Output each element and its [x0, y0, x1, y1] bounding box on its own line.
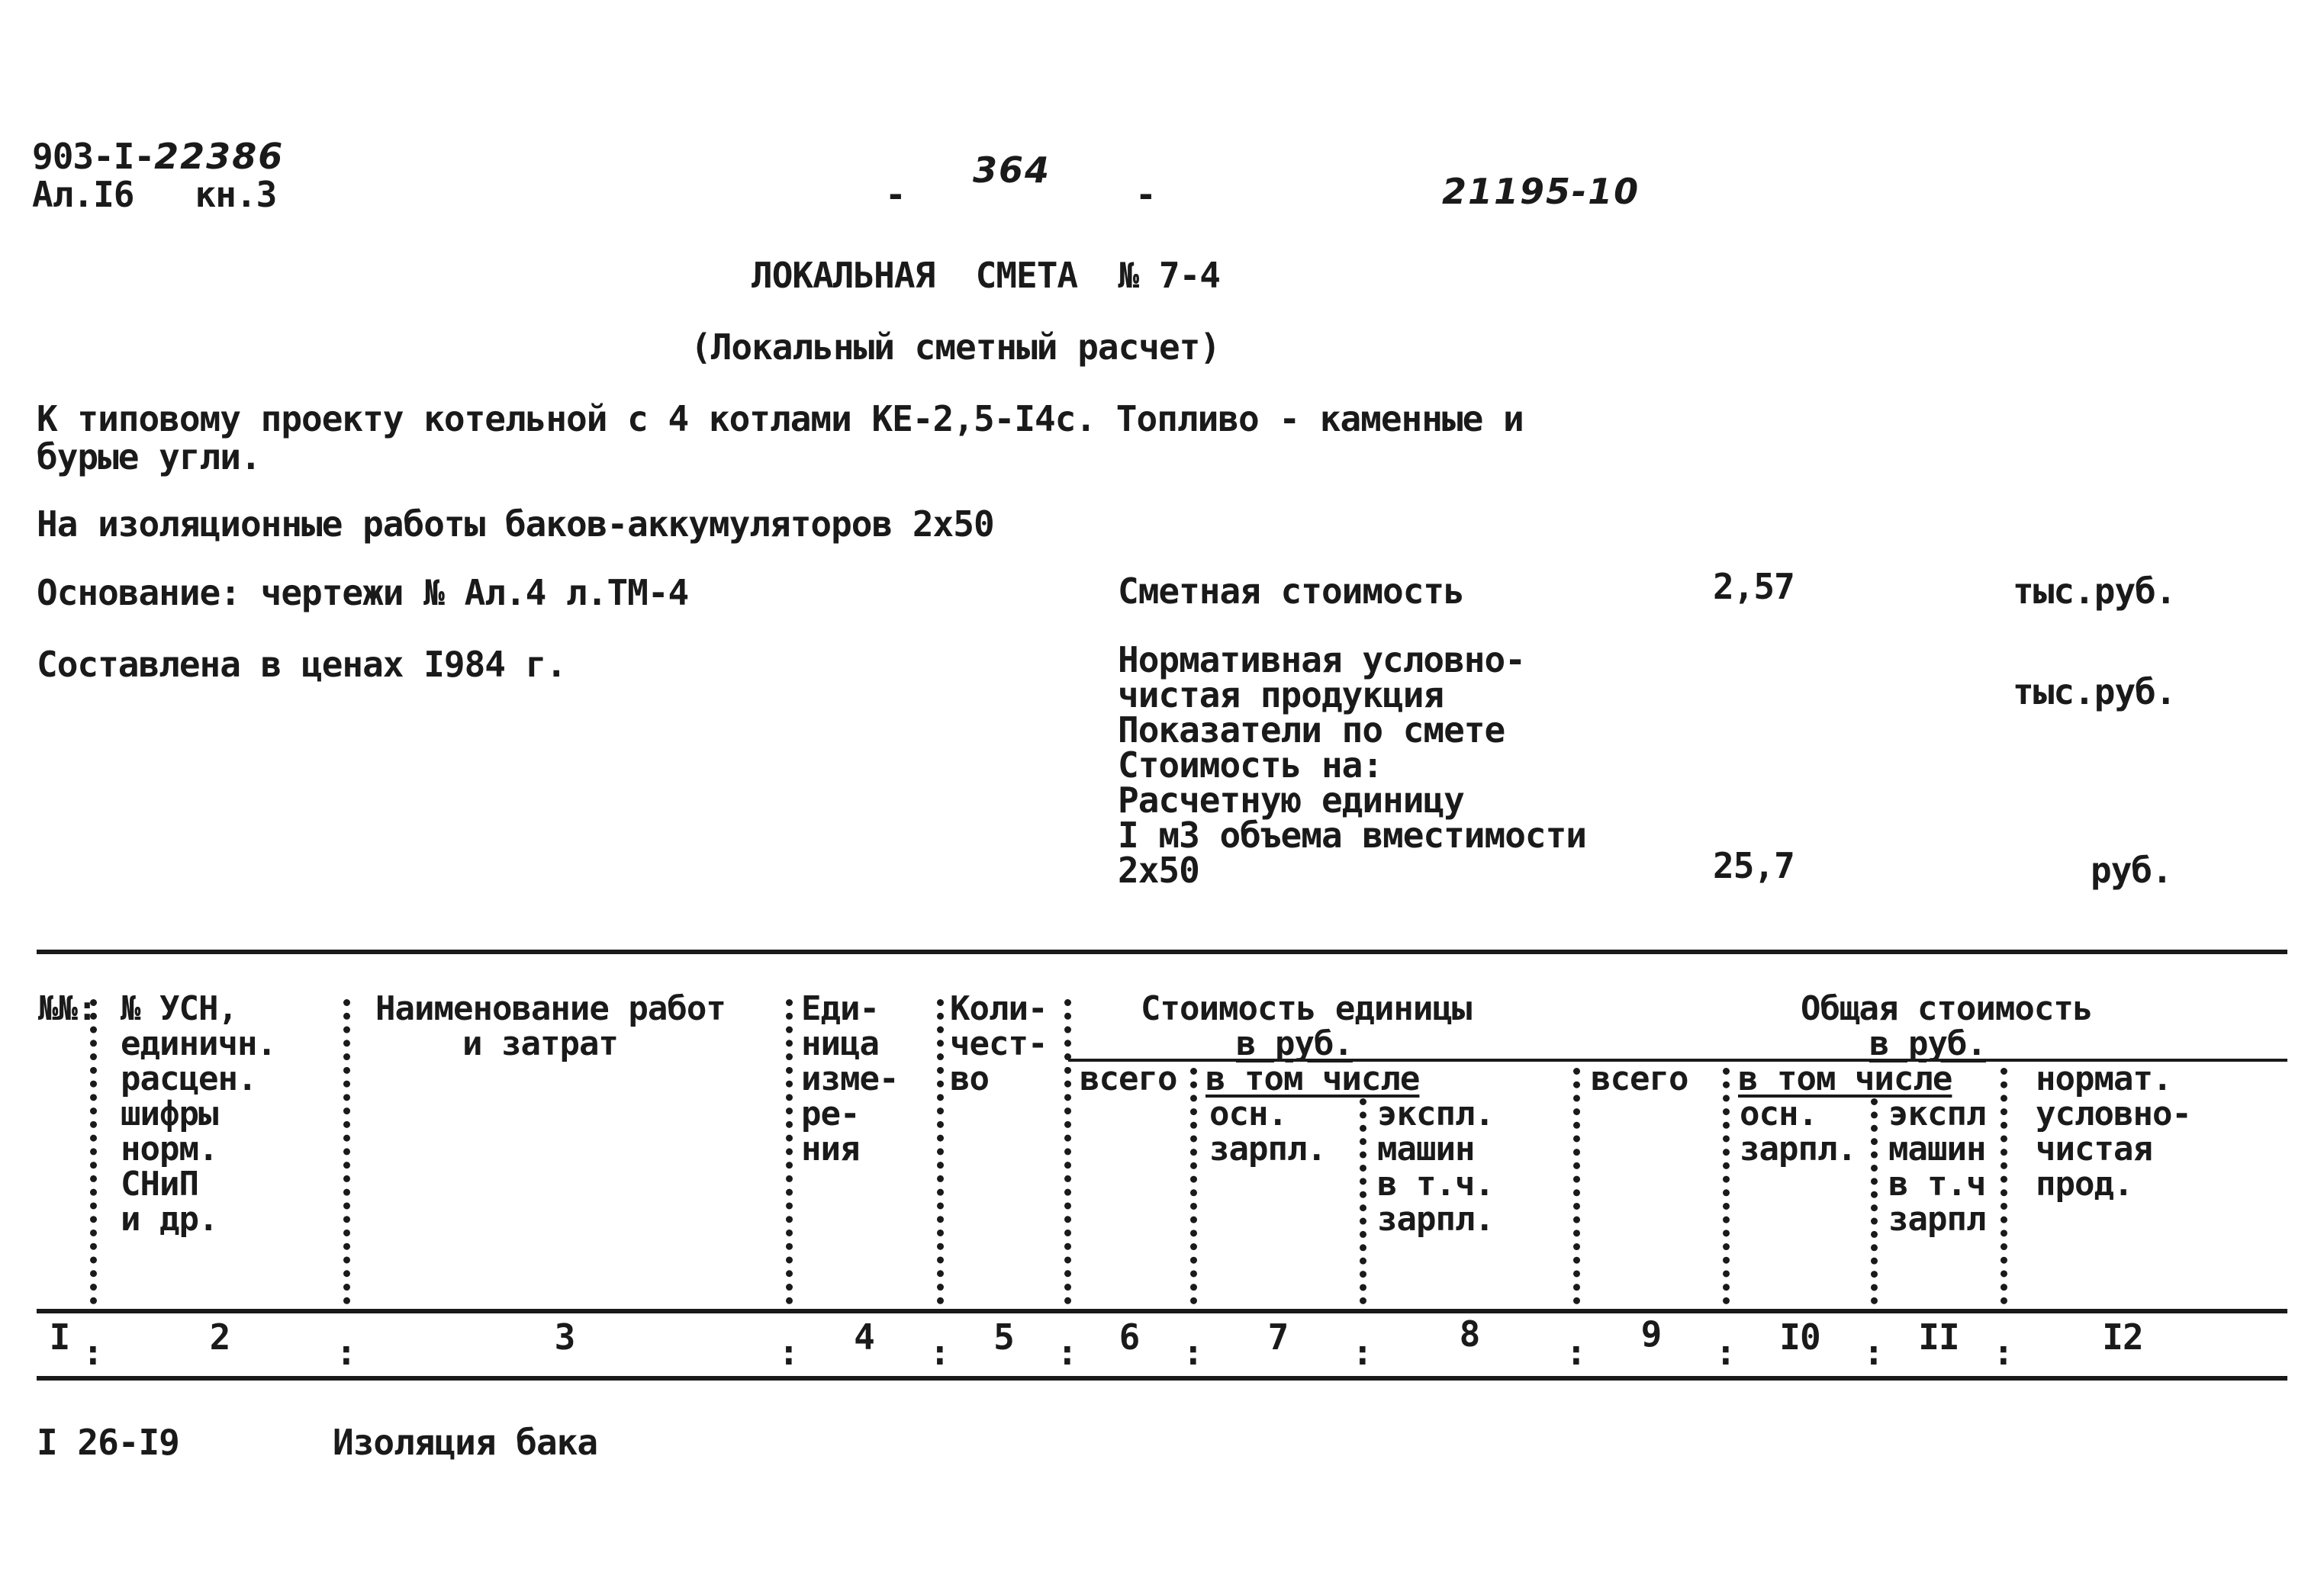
col-qty-header-1: Коли- [950, 989, 1048, 1028]
num-sep: : [1715, 1332, 1736, 1373]
header-bottom-rule [37, 1309, 2287, 1313]
total-cost-group-header: Общая стоимость [1801, 989, 2093, 1028]
col-qty-header-3: во [950, 1059, 989, 1098]
document-title: ЛОКАЛЬНАЯ СМЕТА № 7-4 [752, 255, 1220, 296]
cost-unit: тыс.руб. [2013, 571, 2176, 612]
document-subtitle: (Локальный сметный расчет) [690, 326, 1221, 368]
col-unit-mach-header-3: в т.ч. [1377, 1165, 1494, 1204]
col-unit-header-2: ница [801, 1024, 879, 1063]
col-number-8: 8 [1459, 1313, 1480, 1355]
col-sep-9 [1723, 1068, 1730, 1304]
col-num-header: №№: [38, 989, 97, 1028]
col-number-11: II [1918, 1316, 1959, 1358]
unit-cost-group-sub: в руб. [1236, 1024, 1353, 1063]
page-dash-right: - [1135, 174, 1156, 215]
col-sep-10 [1871, 1098, 1878, 1304]
unit-value: 25,7 [1713, 845, 1795, 886]
col-code-header-7: и др. [121, 1200, 218, 1239]
album-book: Ал.I6 кн.3 [32, 174, 277, 215]
cost-label: Сметная стоимость [1118, 571, 1464, 612]
col-unit-mach-header-2: машин [1377, 1130, 1475, 1168]
work-description: На изоляционные работы баков-аккумуляторов 2х50 [37, 503, 994, 545]
col-number-10: I0 [1779, 1316, 1820, 1358]
col-total-mach-header-4: зарпл [1888, 1200, 1986, 1239]
project-description-cont: бурые угли. [37, 436, 261, 477]
incl1-header: в том числе [1205, 1059, 1420, 1098]
calc-unit-label: Расчетную единицу [1118, 780, 1464, 821]
col-total-wage-header-1: осн. [1740, 1095, 1817, 1133]
col-code-header-3: расцен. [121, 1059, 257, 1098]
col-number-3: 3 [554, 1316, 575, 1358]
project-code: 903-I-22386 [32, 136, 285, 177]
unit-unit: руб. [2091, 850, 2172, 891]
col-unit-wage-header-1: осн. [1209, 1095, 1287, 1133]
col-total-mach-header-2: машин [1888, 1130, 1986, 1168]
numbers-bottom-rule [37, 1376, 2287, 1381]
incl2-header: в том числе [1738, 1059, 1952, 1098]
num-sep: : [1057, 1332, 1077, 1373]
col-total-header: всего [1591, 1059, 1688, 1098]
col-name-header-2: и затрат [462, 1024, 618, 1063]
col-number-9: 9 [1640, 1313, 1662, 1355]
indicators-label: Показатели по смете [1118, 709, 1505, 751]
col-normative-header-2: условно- [2036, 1095, 2191, 1133]
row-code: I 26-I9 [37, 1422, 179, 1463]
document-number: 21195-10 [1442, 171, 1640, 212]
num-sep: : [1352, 1332, 1373, 1373]
num-sep: : [1863, 1332, 1884, 1373]
col-number-2: 2 [209, 1316, 230, 1358]
col-number-1: I [49, 1316, 70, 1358]
col-qty-header-2: чест- [950, 1024, 1048, 1063]
col-normative-header-4: прод. [2036, 1165, 2133, 1204]
col-code-header-1: № УСН, [121, 989, 237, 1028]
col-unit-header-3: изме- [801, 1059, 899, 1098]
num-sep: : [1993, 1332, 2013, 1373]
basis-text: Основание: чертежи № Ал.4 л.ТМ-4 [37, 572, 689, 613]
normative-unit: тыс.руб. [2013, 671, 2176, 712]
col-normative-header-3: чистая [2036, 1130, 2152, 1168]
num-sep: : [1183, 1332, 1203, 1373]
price-basis: Составлена в ценах I984 г. [37, 644, 567, 685]
col-unit-header-4: ре- [801, 1095, 860, 1133]
col-unit-header-5: ния [801, 1130, 860, 1168]
num-sep: : [82, 1332, 103, 1373]
col-sep-5 [1064, 999, 1071, 1304]
page-dash-left: - [885, 174, 906, 215]
col-number-6: 6 [1119, 1316, 1140, 1358]
num-sep: : [336, 1332, 356, 1373]
col-sep-4 [937, 999, 944, 1304]
num-sep: : [1566, 1332, 1586, 1373]
col-code-header-5: норм. [121, 1130, 218, 1168]
project-description: К типовому проекту котельной с 4 котлами КЕ-2,5-I4с. Топливо - каменные и [37, 398, 1524, 439]
col-code-header-4: шифры [121, 1095, 218, 1133]
col-number-4: 4 [854, 1316, 874, 1358]
col-name-header-1: Наименование работ [375, 989, 726, 1028]
col-total-mach-header-3: в т.ч [1888, 1165, 1986, 1204]
col-sep-11 [2001, 1068, 2007, 1304]
col-sep-8 [1573, 1068, 1580, 1304]
page-number: 364 [973, 149, 1051, 191]
col-number-12: I2 [2102, 1316, 2143, 1358]
num-sep: : [778, 1332, 799, 1373]
normative-label-cont: чистая продукция [1118, 674, 1444, 715]
col-code-header-6: СНиП [121, 1165, 198, 1204]
col-normative-header-1: нормат. [2036, 1059, 2172, 1098]
normative-label: Нормативная условно- [1118, 639, 1525, 680]
col-unit-mach-header-4: зарпл. [1377, 1200, 1494, 1239]
col-sep-7 [1360, 1098, 1366, 1304]
col-code-header-2: единичн. [121, 1024, 276, 1063]
num-sep: : [929, 1332, 950, 1373]
col-unit-header-1: Еди- [801, 989, 879, 1028]
col-sep-2 [343, 999, 350, 1304]
cost-value: 2,57 [1713, 566, 1795, 607]
col-number-5: 5 [993, 1316, 1014, 1358]
row-name: Изоляция бака [333, 1422, 598, 1463]
col-unit-wage-header-2: зарпл. [1209, 1130, 1326, 1168]
volume-label-cont: 2х50 [1118, 850, 1199, 891]
col-number-7: 7 [1267, 1316, 1289, 1358]
table-top-rule [37, 950, 2287, 954]
total-cost-group-sub: в руб. [1869, 1024, 1986, 1063]
col-sep-6 [1190, 1068, 1197, 1304]
volume-label: I м3 объема вместимости [1118, 815, 1586, 856]
cost-per-label: Стоимость на: [1118, 744, 1383, 786]
col-unit-mach-header-1: экспл. [1377, 1095, 1494, 1133]
col-sep-1 [90, 999, 97, 1304]
col-sep-3 [786, 999, 793, 1304]
col-total-mach-header-1: экспл [1888, 1095, 1986, 1133]
unit-cost-group-header: Стоимость единицы [1141, 989, 1472, 1028]
col-total-wage-header-2: зарпл. [1740, 1130, 1856, 1168]
col-unit-total-header: всего [1080, 1059, 1177, 1098]
